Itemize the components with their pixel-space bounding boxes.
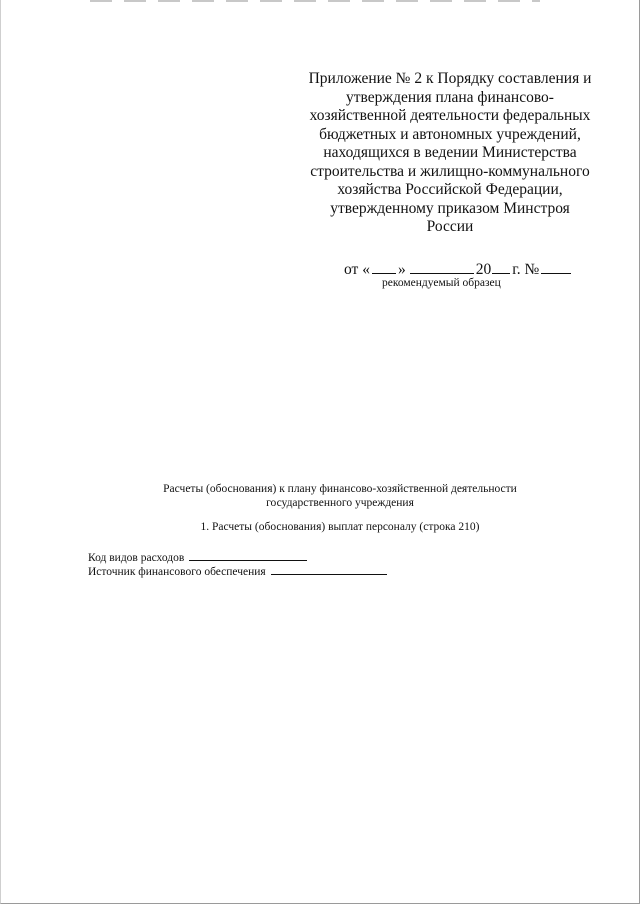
expense-code-label: Код видов расходов [88,552,185,564]
funding-source-row [88,563,387,578]
expense-code-field[interactable] [189,549,307,561]
month-blank[interactable] [410,259,474,274]
year-prefix: 20 [475,261,492,278]
year-blank[interactable] [492,259,510,274]
day-blank[interactable] [372,259,396,274]
date-prefix: от « [344,261,370,278]
title-line-1: Расчеты (обоснования) к плану финансово-хозяйственной деятельности [163,483,517,495]
header-line: утверждения плана финансово- [346,88,554,106]
order-number-blank[interactable] [541,259,571,274]
header-line: утвержденному приказом Минстроя [330,199,570,217]
header-line: строительства и жилищно-коммунального [310,162,590,180]
date-quote-close: » [397,261,406,278]
scan-artifact-line [90,0,540,2]
funding-source-field[interactable] [271,563,387,575]
appendix-header [300,70,600,237]
recommended-sample-label: рекомендуемый образец [382,277,501,289]
title-line-2: государственного учреждения [266,497,414,509]
year-suffix: г. № [512,261,540,278]
header-line: находящихся в ведении Министерства [323,144,577,161]
header-line: Приложение № 2 к Порядку составления и [308,70,592,87]
order-date-line [344,259,571,279]
funding-source-label: Источник финансового обеспечения [88,566,266,578]
section-title: 1. Расчеты (обоснования) выплат персоналу (строка 210) [200,521,480,533]
header-line: хозяйственной деятельности федеральных [309,107,591,124]
header-line: бюджетных и автономных учреждений, [319,125,581,143]
header-line: России [426,218,474,235]
document-title [140,482,540,510]
expense-code-row [88,549,307,564]
header-line: хозяйства Российской Федерации, [337,181,563,198]
